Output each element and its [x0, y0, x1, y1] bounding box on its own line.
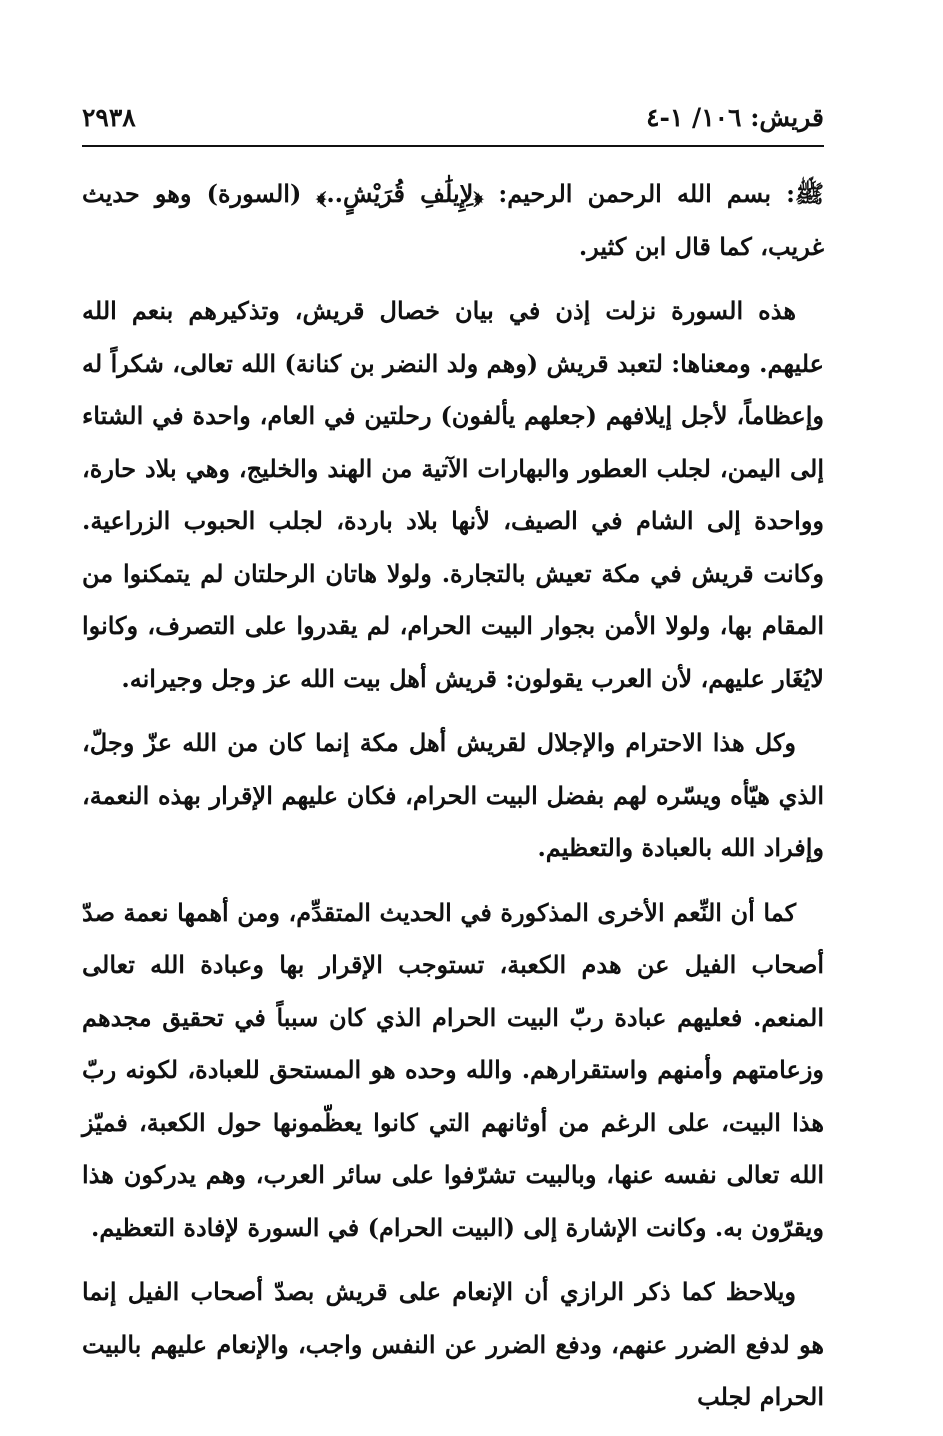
paragraph-5: ويلاحظ كما ذكر الرازي أن الإنعام على قريش بصدّ أصحاب الفيل إنما هو لدفع الضرر عنهم، ودفع الضرر عن النفس واجب، والإنعام عليهم بالبيت الحرام لجلب	[82, 1277, 824, 1411]
paragraph-2: هذه السورة نزلت إذن في بيان خصال قريش، وتذكيرهم بنعم الله عليهم. ومعناها: لتعبد قريش (وهم ولد النضر بن كنانة) الله تعالى، شكراً له وإعظاماً، لأجل إيلافهم (جعلهم يألفون) رحلتين في العام، واحدة في الشتاء إلى اليمن، لجلب العطور والبهارات الآتية من الهند والخليج، وهي بلاد حارة، وواحدة إلى الشام في الصيف، لأنها بلاد باردة، لجلب الحبوب الزراعية. وكانت قريش في مكة تعيش بالتجارة. ولولا هاتان الرحلتان لم يتمكنوا من المقام بها، ولولا الأمن بجوار البيت الحرام، لم يقدروا على التصرف، وكانوا لايُغَار عليهم، لأن العرب يقولون: قريش أهل بيت الله عز وجل وجيرانه.	[82, 296, 824, 693]
page-header	[82, 100, 824, 140]
body-text	[82, 168, 824, 1436]
paragraph-4: كما أن النِّعم الأخرى المذكورة في الحديث المتقدِّم، ومن أهمها نعمة صدّ أصحاب الفيل عن هدم الكعبة، تستوجب الإقرار بها وعبادة الله تعالى المنعم. فعليهم عبادة ربّ البيت الحرام الذي كان سبباً في تحقيق مجدهم وزعامتهم وأمنهم واستقرارهم. والله وحده هو المستحق للعبادة، لكونه ربّ هذا البيت، على الرغم من أوثانهم التي كانوا يعظّمونها حول الكعبة، فميّز الله تعالى نفسه عنها، وبالبيت تشرّفوا على سائر العرب، وهم يدركون هذا ويقرّون به. وكانت الإشارة إلى (البيت الحرام) في السورة لإفادة التعظيم.	[82, 897, 824, 1242]
paragraph-3: وكل هذا الاحترام والإجلال لقريش أهل مكة إنما كان من الله عزّ وجلّ، الذي هيّأه ويسّره لهم بفضل البيت الحرام، فكان عليهم الإقرار بهذه النعمة، وإفراد الله بالعبادة والتعظيم.	[82, 728, 825, 862]
header-rule	[82, 145, 824, 147]
page-number: ٢٩٣٨	[82, 103, 136, 132]
running-head: قريش: ١٠٦/ ١-٤	[646, 103, 824, 132]
paragraph-1: ﷺ: بسم الله الرحمن الرحيم: ﴿لِإِيلَٰفِ قُرَيْشٍ..﴾ (السورة) وهو حديث غريب، كما قال ابن كثير.	[82, 179, 824, 261]
